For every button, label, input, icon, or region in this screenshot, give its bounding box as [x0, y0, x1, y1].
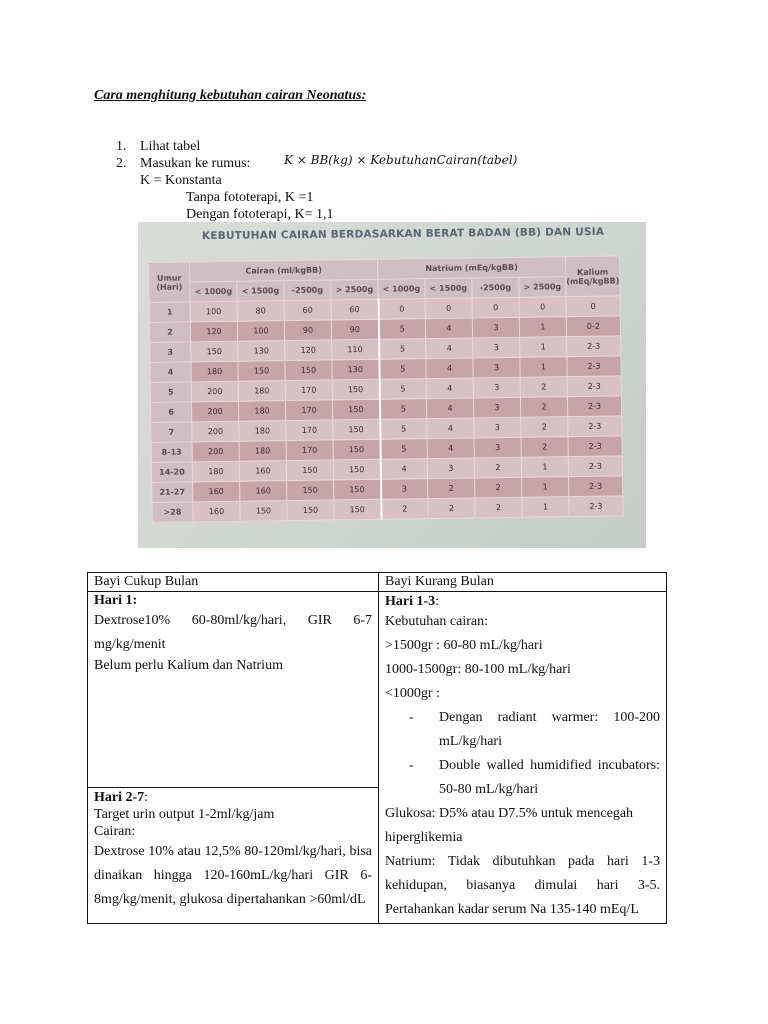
table-cell: 80	[237, 301, 284, 322]
table-cell: 120	[190, 321, 237, 342]
table-cell: 3	[473, 357, 520, 378]
table-cell: 4	[426, 378, 473, 399]
table-cell: 5	[379, 339, 426, 360]
konstanta-dengan: Dengan fototerapi, K= 1,1	[186, 207, 334, 222]
table-cell: 2-3	[569, 476, 623, 497]
table-cell: 5	[378, 319, 425, 340]
table-cell: 2-3	[567, 376, 621, 397]
table-cell: 2	[474, 457, 521, 478]
table-cell: 2-3	[567, 396, 621, 417]
neonate-fluid-table	[87, 572, 667, 924]
table-cell: 4	[426, 358, 473, 379]
table-cell: 200	[191, 401, 238, 422]
sub-header: < 1000g	[378, 279, 425, 300]
row-age-cell: 1	[149, 302, 190, 323]
table-photo	[138, 222, 646, 548]
table-cell: 150	[287, 480, 334, 501]
hari27-dextrose: Dextrose 10% atau 12,5% 80-120ml/kg/hari, bisa dinaikan hingga 120-160mL/kg/hari GIR 6-8mg/kg/menit, glukosa dipertahankan >60ml/dL	[94, 844, 372, 907]
document-title: Cara menghitung kebutuhan cairan Neonatus:	[94, 88, 367, 103]
table-cell: 180	[239, 441, 286, 462]
table-cell: 150	[332, 379, 379, 400]
konstanta-label: K = Konstanta	[140, 173, 222, 188]
steps-list	[116, 138, 250, 172]
table-cell: 2-3	[567, 356, 621, 377]
table-cell: 1	[522, 497, 569, 518]
table-cell: 2	[381, 499, 428, 520]
table-cell: 2-3	[568, 416, 622, 437]
table-cell: 4	[427, 418, 474, 439]
natrium-text: Natrium: Tidak dibutuhkan pada hari 1-3 kehidupan, biasanya dimulai hari 3-5. Pertahankan kadar serum Na 135-140 mEq/L	[385, 854, 660, 917]
table-cell: 1	[519, 317, 566, 338]
table-cell: 2-3	[567, 336, 621, 357]
table-cell: 160	[240, 481, 287, 502]
table-cell: 0	[425, 298, 472, 319]
table-cell: 5	[379, 359, 426, 380]
table-cell: 150	[240, 501, 287, 522]
table-cell: 2	[520, 377, 567, 398]
table-cell: 0	[472, 297, 519, 318]
table-cell: 5	[380, 439, 427, 460]
table-cell: 160	[193, 481, 240, 502]
sub-header: -2500g	[284, 280, 331, 301]
table-cell: 170	[286, 420, 333, 441]
table-cell: 150	[238, 361, 285, 382]
table-cell: 3	[474, 437, 521, 458]
table-cell: 90	[284, 320, 331, 341]
table-cell: 5	[380, 419, 427, 440]
cell-kurang-bulan	[379, 592, 667, 924]
row-age-cell: 8-13	[151, 442, 192, 463]
hari1-title: Hari 1:	[94, 593, 138, 608]
table-cell: 2	[428, 498, 475, 519]
table-cell: 3	[474, 417, 521, 438]
row-age-cell: 4	[150, 362, 191, 383]
table-cell: 3	[473, 377, 520, 398]
table-cell: 2-3	[568, 456, 622, 477]
under1000-list	[385, 706, 660, 802]
table-cell: 180	[192, 461, 239, 482]
table-cell: 150	[286, 460, 333, 481]
table-cell: 1	[521, 457, 568, 478]
table-cell: 2	[521, 417, 568, 438]
row-age-cell: 6	[150, 402, 191, 423]
hari27-colon: :	[144, 790, 149, 805]
table-cell: 110	[332, 339, 379, 360]
row-age-cell: 7	[151, 422, 192, 443]
col-umur-header: Umur (Hari)	[149, 262, 191, 303]
sub-header: > 2500g	[331, 279, 378, 300]
step-number: 1.	[116, 139, 127, 154]
table-cell: 5	[379, 399, 426, 420]
table-cell: 2	[428, 478, 475, 499]
step-2	[116, 155, 250, 172]
table-cell: 3	[473, 337, 520, 358]
table-cell: 4	[427, 438, 474, 459]
table-cell: 60	[284, 300, 331, 321]
kebutuhan-cairan-label: Kebutuhan cairan:	[385, 614, 489, 629]
table-cell: 4	[380, 459, 427, 480]
row-age-cell: >28	[152, 502, 193, 523]
table-cell: 150	[334, 479, 381, 500]
sub-header: < 1500g	[237, 281, 284, 302]
konstanta-tanpa: Tanpa fototerapi, K =1	[186, 190, 314, 205]
table-cell: 4	[426, 398, 473, 419]
hari13-colon: :	[435, 594, 440, 609]
table-cell: 100	[237, 321, 284, 342]
table-cell: 180	[238, 381, 285, 402]
table-cell: 3	[381, 479, 428, 500]
table-cell: 170	[286, 440, 333, 461]
sub-header: < 1500g	[425, 278, 472, 299]
table-cell: 180	[238, 401, 285, 422]
fluid-requirement-table	[148, 255, 624, 523]
table-cell: 3	[427, 458, 474, 479]
table-cell: 3	[472, 317, 519, 338]
hari27-urine: Target urin output 1-2ml/kg/jam	[94, 807, 275, 822]
hari13-title: Hari 1-3	[385, 594, 436, 609]
kebutuhan-1000-1500: 1000-1500gr: 80-100 mL/kg/hari	[385, 662, 571, 677]
sub-header: -2500g	[472, 277, 519, 298]
table-cell: 160	[193, 501, 240, 522]
row-age-cell: 14-20	[151, 462, 192, 483]
table-cell: 2	[520, 397, 567, 418]
hari27-cairan: Cairan:	[94, 824, 136, 839]
table-cell: 5	[379, 379, 426, 400]
table-cell: 150	[333, 419, 380, 440]
row-age-cell: 3	[150, 342, 191, 363]
formula: K × BB(kg) × KebutuhanCairan(tabel)	[284, 153, 518, 167]
table-cell: 200	[192, 441, 239, 462]
table-cell: 2	[521, 437, 568, 458]
table-cell: 200	[191, 381, 238, 402]
table-cell: 150	[333, 459, 380, 480]
list-item: - Dengan radiant warmer: 100-200 mL/kg/hari	[409, 706, 660, 754]
row-age-cell: 21-27	[152, 482, 193, 503]
table-cell: 100	[190, 301, 237, 322]
group-natrium-header: Natrium (mEq/kgBB)	[377, 257, 565, 280]
hari27-title: Hari 2-7	[94, 790, 145, 805]
kebutuhan-under1000: <1000gr :	[385, 686, 440, 701]
table-cell: 3	[473, 397, 520, 418]
header-kurang-bulan: Bayi Kurang Bulan	[379, 573, 667, 592]
step-text: Lihat tabel	[140, 139, 201, 154]
hari1-dextrose: Dextrose10% 60-80ml/kg/hari, GIR 6-7 mg/kg/menit	[94, 613, 372, 652]
group-cairan-header: Cairan (ml/kgBB)	[190, 259, 378, 282]
hari1-note: Belum perlu Kalium dan Natrium	[94, 658, 283, 673]
table-cell: 130	[238, 341, 285, 362]
step-1	[116, 138, 250, 155]
table-cell: 200	[192, 421, 239, 442]
table-cell: 150	[285, 360, 332, 381]
table-cell: 180	[239, 421, 286, 442]
cell-cukup-hari1	[88, 592, 379, 788]
table-cell: 150	[287, 500, 334, 521]
sub-header: < 1000g	[190, 281, 237, 302]
table-cell: 2-3	[568, 436, 622, 457]
table-cell: 180	[191, 361, 238, 382]
table-cell: 150	[334, 499, 381, 520]
table-cell: 1	[520, 357, 567, 378]
list-item: - Double walled humidified incubators: 50-80 mL/kg/hari	[409, 754, 660, 802]
table-cell: 2	[475, 497, 522, 518]
row-age-cell: 5	[150, 382, 191, 403]
table-cell: 0	[519, 297, 566, 318]
table-cell: 0-2	[566, 316, 620, 337]
table-cell: 90	[331, 319, 378, 340]
table-cell: 130	[332, 359, 379, 380]
table-cell: 1	[522, 477, 569, 498]
table-cell: 4	[425, 318, 472, 339]
table-cell: 0	[378, 299, 425, 320]
table-cell: 170	[285, 400, 332, 421]
table-cell: 150	[191, 341, 238, 362]
table-photo-title: KEBUTUHAN CAIRAN BERDASARKAN BERAT BADAN (BB) DAN USIA	[201, 225, 605, 243]
table-cell: 2	[475, 477, 522, 498]
table-cell: 4	[426, 338, 473, 359]
table-cell: 0	[566, 296, 620, 317]
table-cell: 150	[333, 439, 380, 460]
step-text: Masukan ke rumus:	[140, 156, 251, 171]
group-kalium-header: Kalium (mEq/kgBB)	[565, 256, 620, 297]
table-cell: 170	[285, 380, 332, 401]
cell-cukup-hari2-7	[88, 788, 379, 924]
row-age-cell: 2	[149, 322, 190, 343]
table-cell: 60	[331, 299, 378, 320]
glukosa-text: Glukosa: D5% atau D7.5% untuk mencegah hiperglikemia	[385, 806, 634, 845]
table-cell: 1	[520, 337, 567, 358]
step-number: 2.	[116, 156, 127, 171]
sub-header: > 2500g	[519, 277, 566, 298]
kebutuhan-over1500: >1500gr : 60-80 mL/kg/hari	[385, 638, 543, 653]
table-cell: 160	[239, 461, 286, 482]
table-cell: 120	[285, 340, 332, 361]
konstanta-block	[140, 172, 333, 223]
table-cell: 150	[332, 399, 379, 420]
table-cell: 2-3	[569, 496, 623, 517]
header-cukup-bulan: Bayi Cukup Bulan	[88, 573, 379, 592]
